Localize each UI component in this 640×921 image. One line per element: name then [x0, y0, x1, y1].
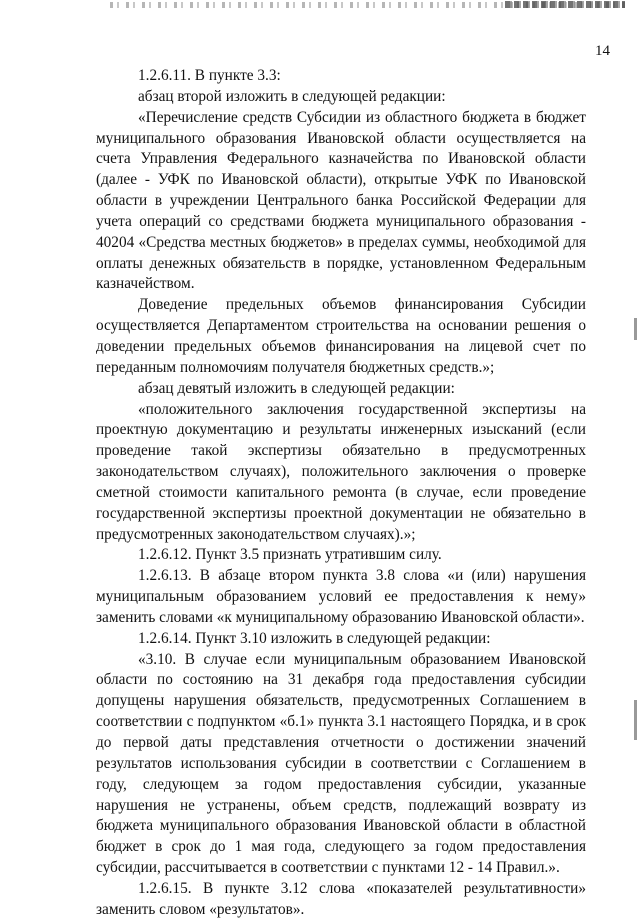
scan-artifact-edge: [634, 700, 637, 740]
paragraph-item-1-2-6-13: 1.2.6.13. В абзаце втором пункта 3.8 слова «и (или) нарушения муниципальным образованием условий ее предоставления к нему» заменить словами «к муниципальному образованию Ивановской области».: [96, 567, 586, 626]
paragraph-item-1-2-6-15: 1.2.6.15. В пункте 3.12 слова «показателей результативности» заменить словом «результатов».: [96, 879, 586, 918]
paragraph-quote: «положительного заключения государственной экспертизы на проектную документацию и результаты инженерных изысканий (если проведение такой экспертизы обязательно в предусмотренных законодательством случаях), положительного заключения о проверке сметной стоимости капитального ремонта (в случае, если проведение государственной экспертизы проектной документации не обязательно в предусмотренных законодательством случаях).»;: [96, 400, 586, 543]
paragraph-item-1-2-6-11: 1.2.6.11. В пункте 3.3:: [138, 67, 281, 84]
paragraph-item-1-2-6-14: 1.2.6.14. Пункт 3.10 изложить в следующей редакции:: [138, 629, 491, 647]
document-body: [96, 66, 586, 921]
paragraph-item-1-2-6-12: 1.2.6.12. Пункт 3.5 признать утратившим силу.: [138, 546, 442, 564]
page-number: 14: [595, 43, 610, 59]
scan-artifact-top-right: [505, 1, 625, 8]
paragraph-quote: «3.10. В случае если муниципальным образованием Ивановской области по состоянию на 31 декабря года предоставления субсидии допущены нарушения обязательств, предусмотренных Соглашением в соответствии с подпунктом «б.1» пункта 3.1 настоящего Порядка, и в срок до первой даты представления отчетности о достижении значений результатов использования субсидии в соответствии с Соглашением в году, следующем за годом предоставления субсидии, указанные нарушения не устранены, объем средств, подлежащий возврату из бюджета муниципального образования Ивановской области в областной бюджет в срок до 1 мая года, следующего за годом предоставления субсидии, рассчитывается в соответствии с пунктами 12 - 14 Правил.».: [96, 650, 586, 877]
paragraph-instruction: абзац девятый изложить в следующей редакции:: [138, 379, 455, 397]
scan-artifact-edge: [634, 318, 637, 340]
paragraph-quote: «Перечисление средств Субсидии из областного бюджета в бюджет муниципального образования Ивановской области осуществляется на счета Управления Федерального казначейства по Ивановской области (далее - УФК по Ивановской области), открытые УФК по Ивановской области в учреждении Центрального банка Российской Федерации для учета операций со средствами бюджета муниципального образования - 40204 «Средства местных бюджетов» в пределах суммы, необходимой для оплаты денежных обязательств в порядке, установленном Федеральным казначейством.: [96, 108, 586, 293]
paragraph-instruction: абзац второй изложить в следующей редакции:: [138, 87, 446, 105]
paragraph-quote: Доведение предельных объемов финансирования Субсидии осуществляется Департаментом строительства на основании решения о доведении предельных объемов финансирования на лицевой счет по переданным полномочиям получателя бюджетных средств.»;: [96, 296, 586, 376]
